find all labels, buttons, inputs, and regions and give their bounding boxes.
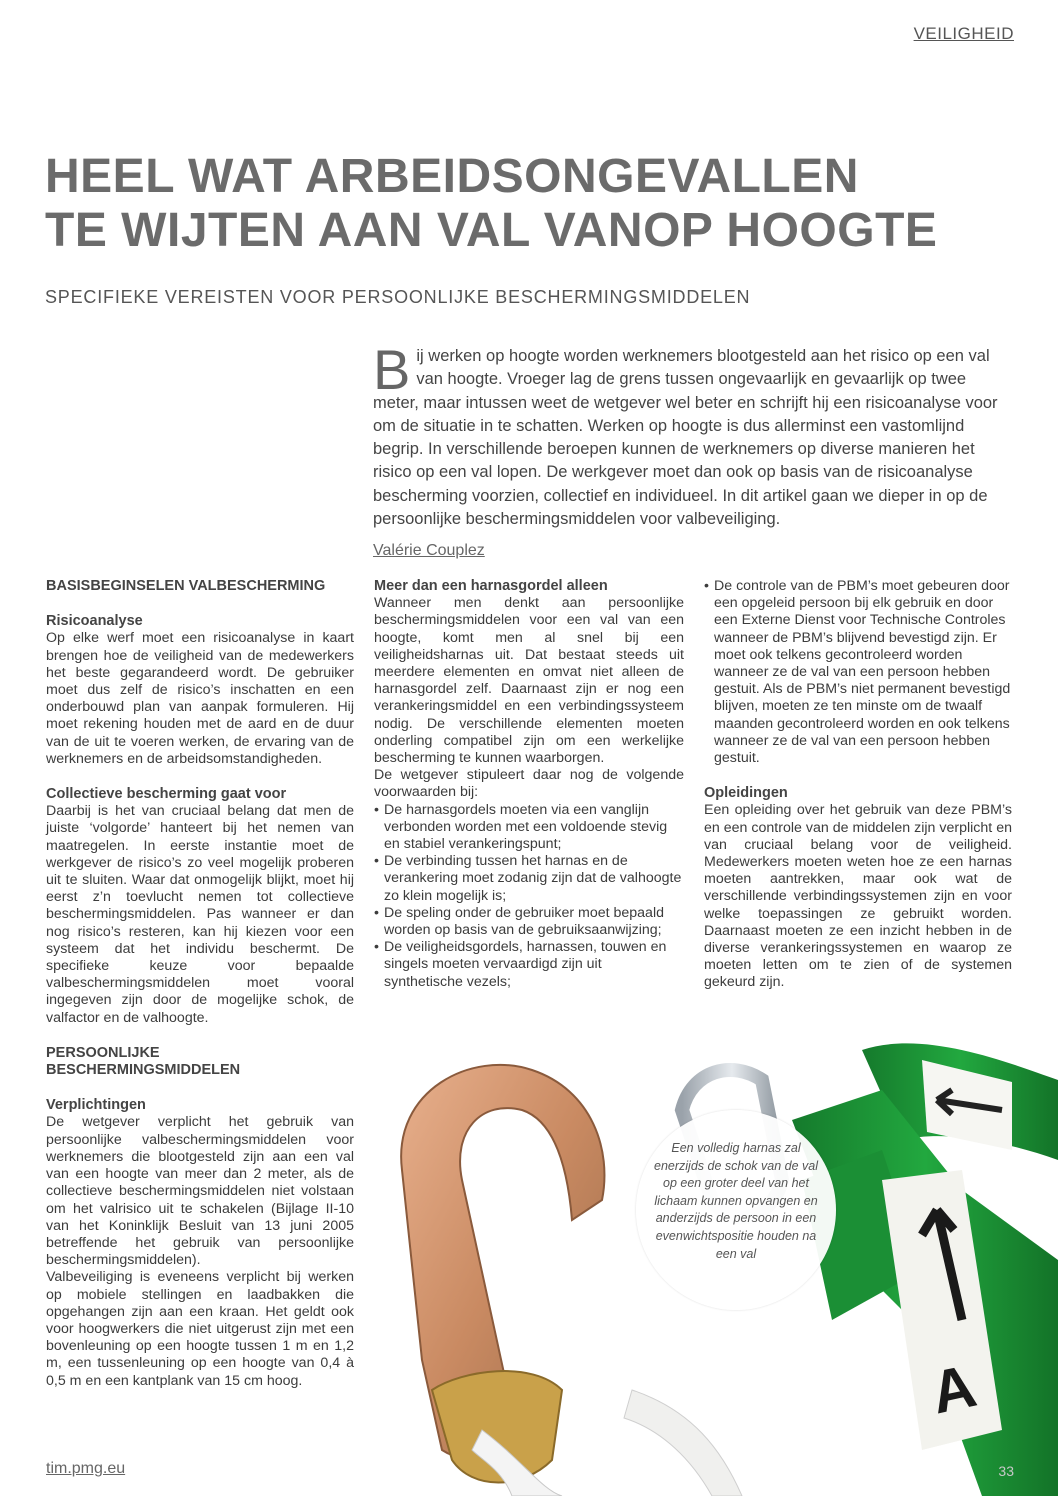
title-line-1: HEEL WAT ARBEIDSONGEVALLEN [45,150,859,203]
paragraph-harnasgordel: Wanneer men denkt aan persoonlijke beschermingsmiddelen voor een val van een hoogte, komt men al snel bij een veiligheidsharnas uit. Dat bestaat steeds uit meerdere elementen en omvat niet alleen de harnasgordel zelf. Daarnaast zijn er nog een verankeringsmiddel en een verbindingssysteem nodig. De verschillende elementen moeten onderling compatibel zijn om een werkelijke bescherming te kunnen waarborgen. [374,595,684,767]
harness-label-a: A [925,1351,982,1427]
paragraph-opleidingen: Een opleiding over het gebruik van deze PBM’s en een controle van de middelen zijn verplicht en van cruciaal belang voor de veiligheid. Medewerkers moeten weten hoe ze een harnas moeten aantrekken, maar ook wat de verschillende verbindingssystemen zijn en voor welke toepassingen ze gebruikt worden. Daarnaast moeten ze een inzicht hebben in de diverse verankeringssystemen en waarop ze moeten letten om te zien of de systemen gekeurd zijn. [704,802,1012,991]
photo-caption-bubble [636,1110,836,1310]
title-line-2: TE WIJTEN AAN VAL VANOP HOOGTE [45,204,938,257]
intro-text: ij werken op hoogte worden werknemers blootgesteld aan het risico op een val van hoogte. Vroeger lag de grens tussen ongevaarlijk en gevaarlijk op twee meter, maar intussen weet de wetgever wel beter en schrijft hij een risicoanalyse voor om de situatie in te schatten. Werken op hoogte is dus allerminst een vastomlijnd begrip. In verschillende beroepen kunnen de werknemers op diverse manieren het risico op een val lopen. De werkgever moet dan ook op basis van de risicoanalyse bescherming voorzien, collectief en individueel. In dit artikel gaan we dieper in op de persoonlijke beschermingsmiddelen voor valbeveiliging. [373,347,998,529]
paragraph-verplichtingen-2: Valbeveiliging is eveneens verplicht bij werken op mobiele stellingen en laadbakken die opgehangen zijn aan een kraan. Het geldt ook voor hoogwerkers die niet uitgerust zijn met een bovenleuning op een hoogte tussen 1 m en 1,2 m, een tussenleuning op een hoogte van 0,4 à 0,5 m en een kantplank van 15 cm hoog. [46,1269,354,1389]
heading-verplichtingen: Verplichtingen [46,1097,146,1114]
page-title [45,150,1025,258]
list-item: • De controle van de PBM’s moet gebeuren door een opgeleid persoon bij elk gebruik en door een Externe Dienst voor Technische Controles wanneer de PBM’s blijvend bevestigd zijn. Er moet ook telkens gecontroleerd worden wanneer ze de val van een persoon hebben gestuit. Als de PBM’s niet permanent bevestigd blijven, moeten ze ten minste om de twaalf maanden gecontroleerd worden en ook telkens wanneer ze de val van een persoon hebben gestuit. [704,578,1012,767]
list-item: • De veiligheidsgordels, harnassen, touwen en singels moeten vervaardigd zijn uit synthetische vezels; [374,939,684,991]
list-item: • De verbinding tussen het harnas en de verankering moet zodanig zijn dat de valhoogte zo klein mogelijk is; [374,853,684,905]
requirements-list [374,802,684,991]
page-number: 33 [998,1463,1014,1479]
heading-collectieve-bescherming: Collectieve bescherming gaat voor [46,786,287,803]
paragraph-voorwaarden: De wetgever stipuleert daar nog de volgende voorwaarden bij: [374,767,684,801]
photo-caption: Een volledig harnas zal enerzijds de schok van de val op een groter deel van het lichaam kunnen opvangen en anderzijds de persoon in een evenwichtspositie houden na een val [654,1141,818,1261]
column-2 [374,578,684,991]
footer-link[interactable]: tim.pmg.eu [46,1460,126,1477]
intro-paragraph [373,338,1013,531]
paragraph-collectieve-bescherming: Daarbij is het van cruciaal belang dat men de juiste ‘volgorde’ hanteert bij het nemen van maatregelen. In eerste instantie moet de werkgever de risico’s zo veel mogelijk proberen uit te sluiten. Waar dat onmogelijk blijkt, moet hij eerst z’n toevlucht nemen tot collectieve beschermingsmiddelen. Pas wanneer er dan nog risico’s resteren, kan hij kiezen voor een systeem dat het individu beschermt. De specifieke keuze voor bepaalde valbeschermingsmiddelen moet vooral ingegeven zijn door de mogelijke schok, de valfactor en de valhoogte. [46,803,354,1026]
paragraph-risicoanalyse: Op elke werf moet een risicoanalyse in kaart brengen hoe de veiligheid van de medewerkers het beste gegarandeerd wordt. De gebruiker moet dus zelf de risico’s inschatten en een onderbouwd plan van aanpak formuleren. Hij moet rekening houden met de aard en de duur van de uit te voeren werken, de ervaring van de werknemers en de arbeidsomstandigheden. [46,630,354,767]
subtitle: SPECIFIEKE VEREISTEN VOOR PERSOONLIJKE BESCHERMINGSMIDDELEN [45,287,751,307]
column-3 [704,578,1012,992]
heading-persoonlijke-beschermingsmiddelen: PERSOONLIJKE BESCHERMINGSMIDDELEN [46,1044,241,1079]
list-item: • De speling onder de gebruiker moet bepaald worden op basis van de gebruiksaanwijzing; [374,905,684,939]
drop-cap: B [373,338,411,401]
heading-harnasgordel: Meer dan een harnasgordel alleen [374,578,608,594]
list-item: • De harnasgordels moeten via een vanglijn verbonden worden met een voldoende stevig en stabiel verankeringspunt; [374,802,684,854]
paragraph-verplichtingen-1: De wetgever verplicht het gebruik van persoonlijke valbeschermingsmiddelen voor werknemers die blootgesteld zijn aan een val van een hoogte van meer dan 2 meter, als de collectieve beschermingsmiddelen niet volstaan om het valrisico uit te schakelen (Bijlage II-10 van het Koninklijk Besluit van 13 juni 2005 betreffende het gebruik van persoonlijke beschermingsmiddelen). [46,1114,354,1269]
section-label: VEILIGHEID [913,24,1014,43]
heading-risicoanalyse: Risicoanalyse [46,613,143,630]
column-1 [46,578,354,1390]
control-list [704,578,1012,767]
heading-basisbeginselen: BASISBEGINSELEN VALBESCHERMING [46,578,326,594]
author-byline: Valérie Couplez [373,542,485,559]
heading-opleidingen: Opleidingen [704,785,788,802]
